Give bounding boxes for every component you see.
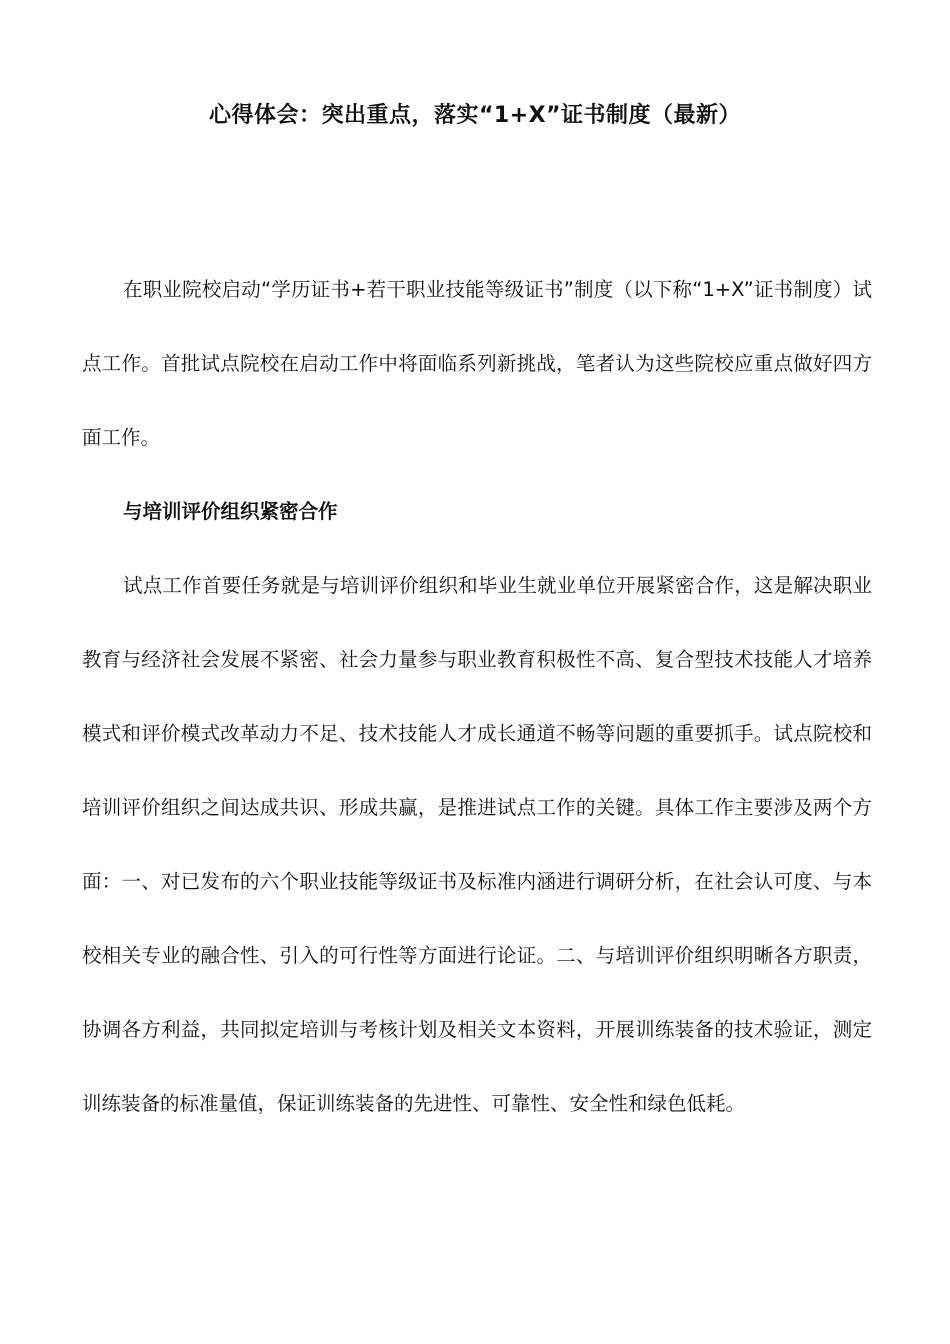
section-heading: 与培训评价组织紧密合作: [123, 500, 338, 523]
intro-paragraph: 在职业院校启动“学历证书+若干职业技能等级证书”制度（以下称“1+X”证书制度）试点工作。首批试点院校在启动工作中将面临系列新挑战，笔者认为这些院校应重点做好四方面工作。: [82, 278, 872, 449]
section-paragraph: 试点工作首要任务就是与培训评价组织和毕业生就业单位开展紧密合作，这是解决职业教育与经济社会发展不紧密、社会力量参与职业教育积极性不高、复合型技术技能人才培养模式和评价模式改革动力不足、技术技能人才成长通道不畅等问题的重要抓手。试点院校和培训评价组织之间达成共识、形成共赢，是推进试点工作的关键。具体工作主要涉及两个方面：一、对已发布的六个职业技能等级证书及标准内涵进行调研分析，在社会认可度、与本校相关专业的融合性、引入的可行性等方面进行论证。二、与培训评价组织明晰各方职责，协调各方利益，共同拟定培训与考核计划及相关文本资料，开展训练装备的技术验证，测定训练装备的标准量值，保证训练装备的先进性、可靠性、安全性和绿色低耗。: [82, 574, 872, 1115]
document-title: 心得体会：突出重点，落实“1+X”证书制度（最新）: [208, 103, 742, 128]
